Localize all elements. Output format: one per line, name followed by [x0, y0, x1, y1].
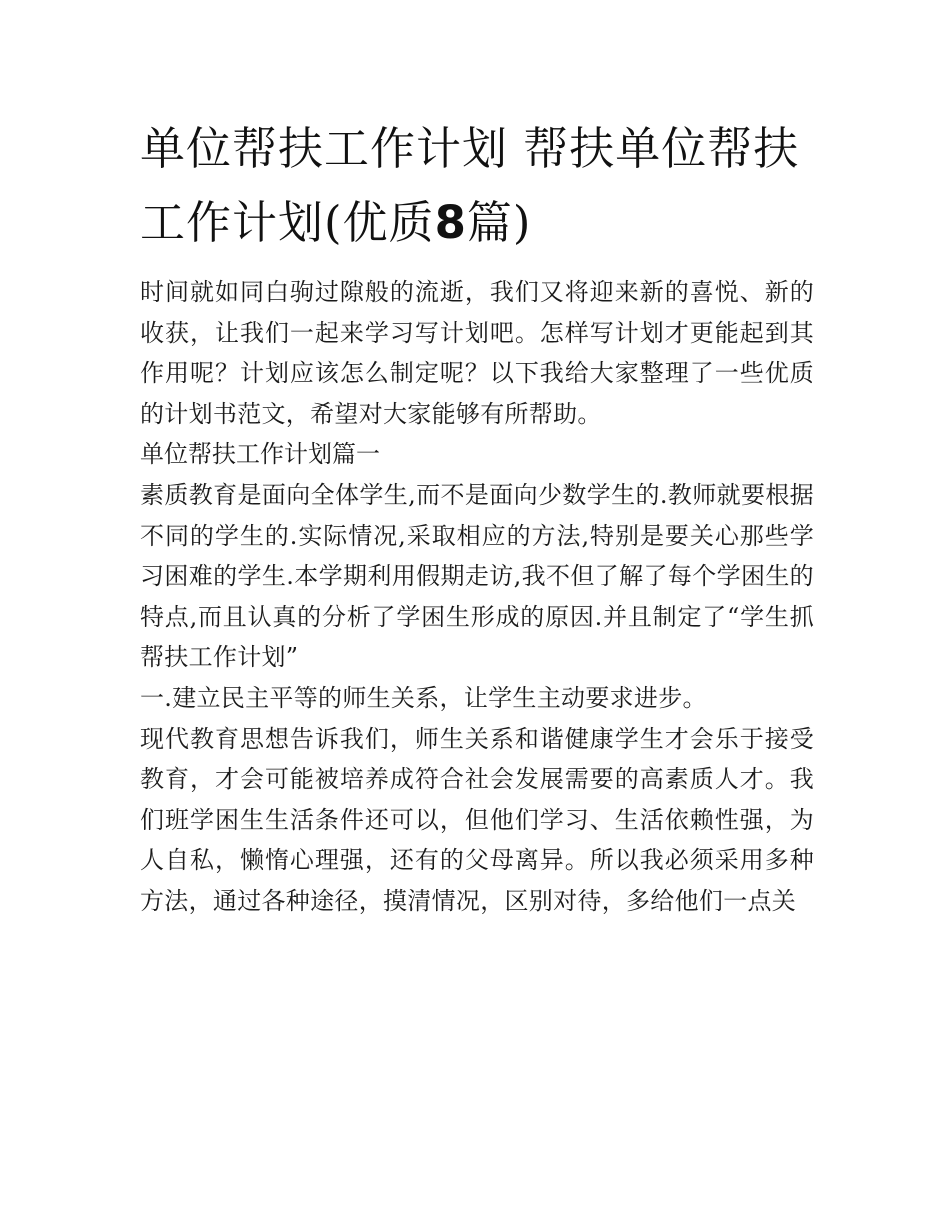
- document-title: [140, 112, 814, 260]
- intro-paragraph: 时间就如同白驹过隙般的流逝，我们又将迎来新的喜悦、新的收获，让我们一起来学习写计划吧。怎样写计划才更能起到其作用呢？计划应该怎么制定呢？以下我给大家整理了一些优质的计划书范文，希望对大家能够有所帮助。: [140, 278, 814, 428]
- section-heading: 单位帮扶工作计划篇一: [140, 440, 380, 469]
- title-text-part2: 篇): [466, 196, 532, 249]
- title-number: 8: [434, 196, 467, 249]
- document-body: [140, 112, 814, 922]
- title-text-part1: 单位帮扶工作计划 帮扶单位帮扶工作计划(优质: [140, 122, 800, 249]
- point-heading-1: 一.建立民主平等的师生关系，让学生主动要求进步。: [140, 683, 707, 712]
- body-paragraph-2: 现代教育思想告诉我们，师生关系和谐健康学生才会乐于接受教育，才会可能被培养成符合社会发展需要的高素质人才。我们班学困生生活条件还可以，但他们学习、生活依赖性强，为人自私，懒惰心理强，还有的父母离异。所以我必须采用多种方法，通过各种途径，摸清情况，区别对待，多给他们一点关: [140, 724, 814, 915]
- body-paragraph-1: 素质教育是面向全体学生,而不是面向少数学生的.教师就要根据不同的学生的.实际情况,采取相应的方法,特别是要关心那些学习困难的学生.本学期利用假期走访,我不但了解了每个学困生的特点,而且认真的分析了学困生形成的原因.并且制定了“学生抓帮扶工作计划”: [140, 480, 814, 672]
